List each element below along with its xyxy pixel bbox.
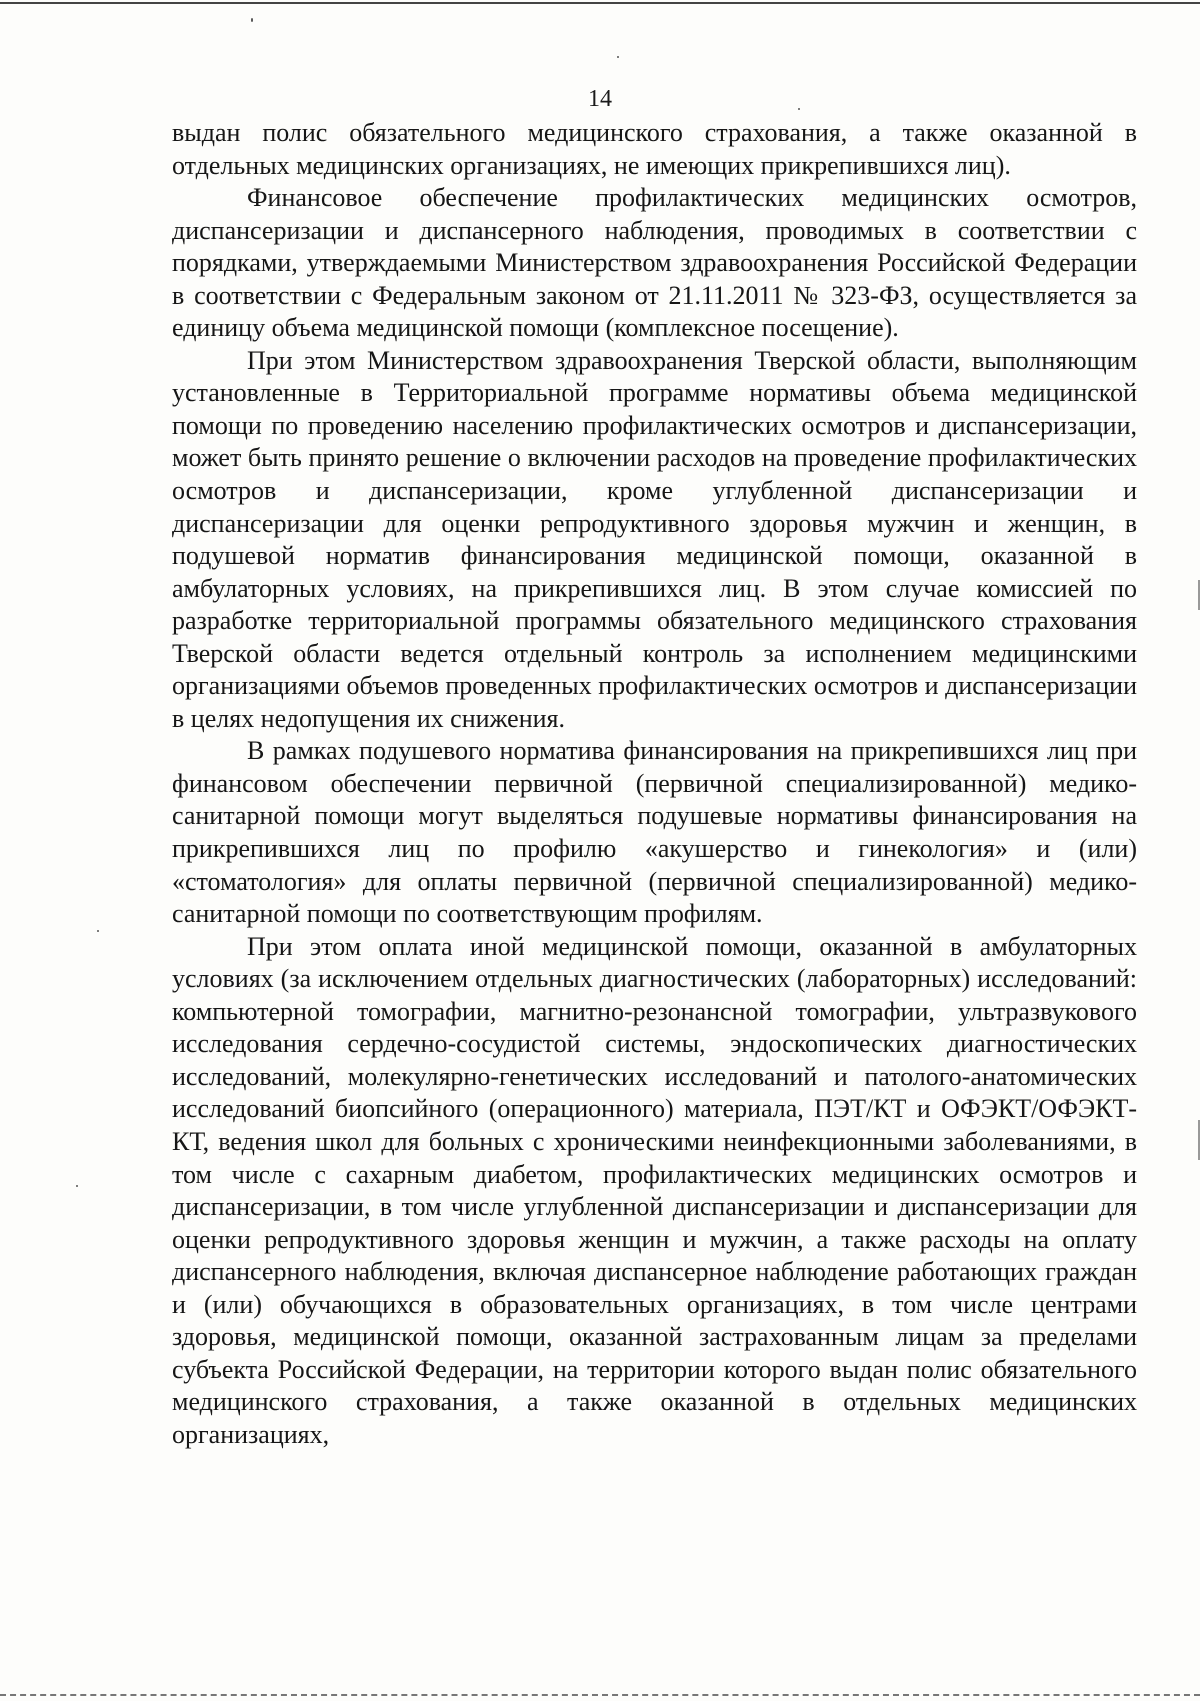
paragraph-continuation: выдан полис обязательного медицинского страхования, а также оказанной в отдельных медицинских организациях, не имеющих прикрепившихся лиц).	[172, 118, 1137, 180]
scan-speck	[251, 18, 253, 22]
paragraph-per-capita-norms: В рамках подушевого норматива финансирования на прикрепившихся лиц при финансовом обеспечении первичной (первичной специализированной) медико-санитарной помощи могут выделяться подушевые нормативы финансирования на прикрепившихся лиц по профилю «акушерство и гинекология» и (или) «стоматология» для оплаты первичной (первичной специализированной) медико-санитарной помощи по соответствующим профилям.	[172, 736, 1137, 929]
document-body	[172, 117, 1137, 1451]
paragraph-ministry-decision: При этом Министерством здравоохранения Тверской области, выполняющим установленные в Территориальной программе нормативы объема медицинской помощи по проведению населению профилактических осмотров и диспансеризации, может быть принято решение о включении расходов на проведение профилактических осмотров и диспансеризации, кроме углубленной диспансеризации и диспансеризации для оценки репродуктивного здоровья мужчин и женщин, в подушевой норматив финансирования медицинской помощи, оказанной в амбулаторных условиях, на прикрепившихся лиц. В этом случае комиссией по разработке территориальной программы обязательного медицинского страхования Тверской области ведется отдельный контроль за исполнением медицинскими организациями объемов проведенных профилактических осмотров и диспансеризации в целях недопущения их снижения.	[172, 345, 1137, 733]
top-scan-edge	[0, 2, 1200, 4]
scan-speck	[617, 56, 619, 58]
paragraph-other-care-payment: При этом оплата иной медицинской помощи, оказанной в амбулаторных условиях (за исключением отдельных диагностических (лабораторных) исследований: компьютерной томографии, магнитно-резонансной томографии, ультразвукового исследования сердечно-сосудистой системы, эндоскопических диагностических исследований, молекулярно-генетических исследований и патолого-анатомических исследований биопсийного (операционного) материала, ПЭТ/КТ и ОФЭКТ/ОФЭКТ-КТ, ведения школ для больных с хроническими неинфекционными заболеваниями, в том числе с сахарным диабетом, профилактических медицинских осмотров и диспансеризации, в том числе углубленной диспансеризации и диспансеризации для оценки репродуктивного здоровья женщин и мужчин, а также расходы на оплату диспансерного наблюдения, включая диспансерное наблюдение работающих граждан и (или) обучающихся в образовательных организациях, в том числе центрами здоровья, медицинской помощи, оказанной застрахованным лицам за пределами субъекта Российской Федерации, на территории которого выдан полис обязательного медицинского страхования, а также оказанной в отдельных медицинских организациях,	[172, 931, 1137, 1449]
bottom-scan-edge	[0, 1694, 1200, 1696]
scan-speck	[798, 108, 800, 110]
scan-speck	[76, 1185, 78, 1187]
paragraph-financing-checkups: Финансовое обеспечение профилактических медицинских осмотров, диспансеризации и диспансерного наблюдения, проводимых в соответствии с порядками, утверждаемыми Министерством здравоохранения Российской Федерации в соответствии с Федеральным законом от 21.11.2011 № 323-ФЗ, осуществляется за единицу объема медицинской помощи (комплексное посещение).	[172, 183, 1137, 343]
scan-speck	[97, 930, 99, 932]
page-number: 14	[588, 86, 612, 112]
